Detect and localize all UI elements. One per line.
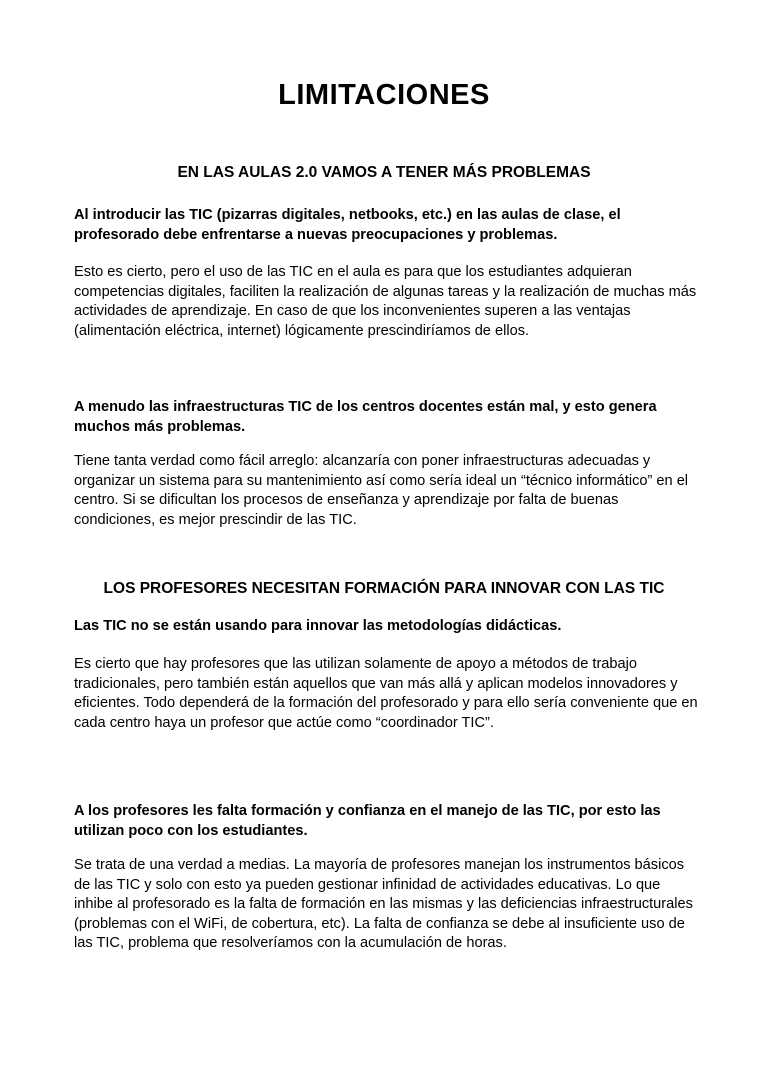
statement-paragraph: A los profesores les falta formación y confianza en el manejo de las TIC, por esto las utilizan poco con los estudiantes. — [74, 803, 661, 839]
statement-paragraph: A menudo las infraestructuras TIC de los centros docentes están mal, y esto genera muchos más problemas. — [74, 399, 657, 435]
response-paragraph: Es cierto que hay profesores que las utilizan solamente de apoyo a métodos de trabajo tradicionales, pero también están aquellos que van más allá y aplican modelos innovadores y eficientes. Todo dependerá de la formación del profesorado y para ello sería conveniente que en cada centro haya un profesor que actúe como “coordinador TIC”. — [74, 656, 698, 731]
response-paragraph: Se trata de una verdad a medias. La mayoría de profesores manejan los instrumentos básicos de las TIC y solo con esto ya pueden gestionar infinidad de actividades educativas. Lo que inhibe al profesorado es la falta de formación en las mismas y las deficiencias infraestructurales (problemas con el WiFi, de cobertura, etc). La falta de confianza se debe al insuficiente uso de las TIC, problema que resolveríamos con la acumulación de horas. — [74, 857, 693, 951]
document-title: LIMITACIONES — [278, 79, 490, 111]
section-heading-aulas: EN LAS AULAS 2.0 VAMOS A TENER MÁS PROBLEMAS — [177, 164, 591, 181]
statement-paragraph: Al introducir las TIC (pizarras digitales, netbooks, etc.) en las aulas de clase, el profesorado debe enfrentarse a nuevas preocupaciones y problemas. — [74, 207, 621, 243]
response-paragraph: Tiene tanta verdad como fácil arreglo: alcanzaría con poner infraestructuras adecuadas y organizar un sistema para su mantenimiento así como sería ideal un “técnico informático” en el centro. Si se dificultan los procesos de enseñanza y aprendizaje por falta de buenas condiciones, es mejor prescindir de las TIC. — [74, 453, 689, 528]
statement-paragraph: Las TIC no se están usando para innovar las metodologías didácticas. — [74, 618, 562, 634]
response-paragraph: Esto es cierto, pero el uso de las TIC en el aula es para que los estudiantes adquieran competencias digitales, faciliten la realización de algunas tareas y la realización de muchas más actividades de aprendizaje. En caso de que los inconvenientes superen a las ventajas (alimentación eléctrica, internet) lógicamente prescindiríamos de ellos. — [74, 264, 697, 339]
section-heading-formacion: LOS PROFESORES NECESITAN FORMACIÓN PARA INNOVAR CON LAS TIC — [103, 580, 665, 597]
